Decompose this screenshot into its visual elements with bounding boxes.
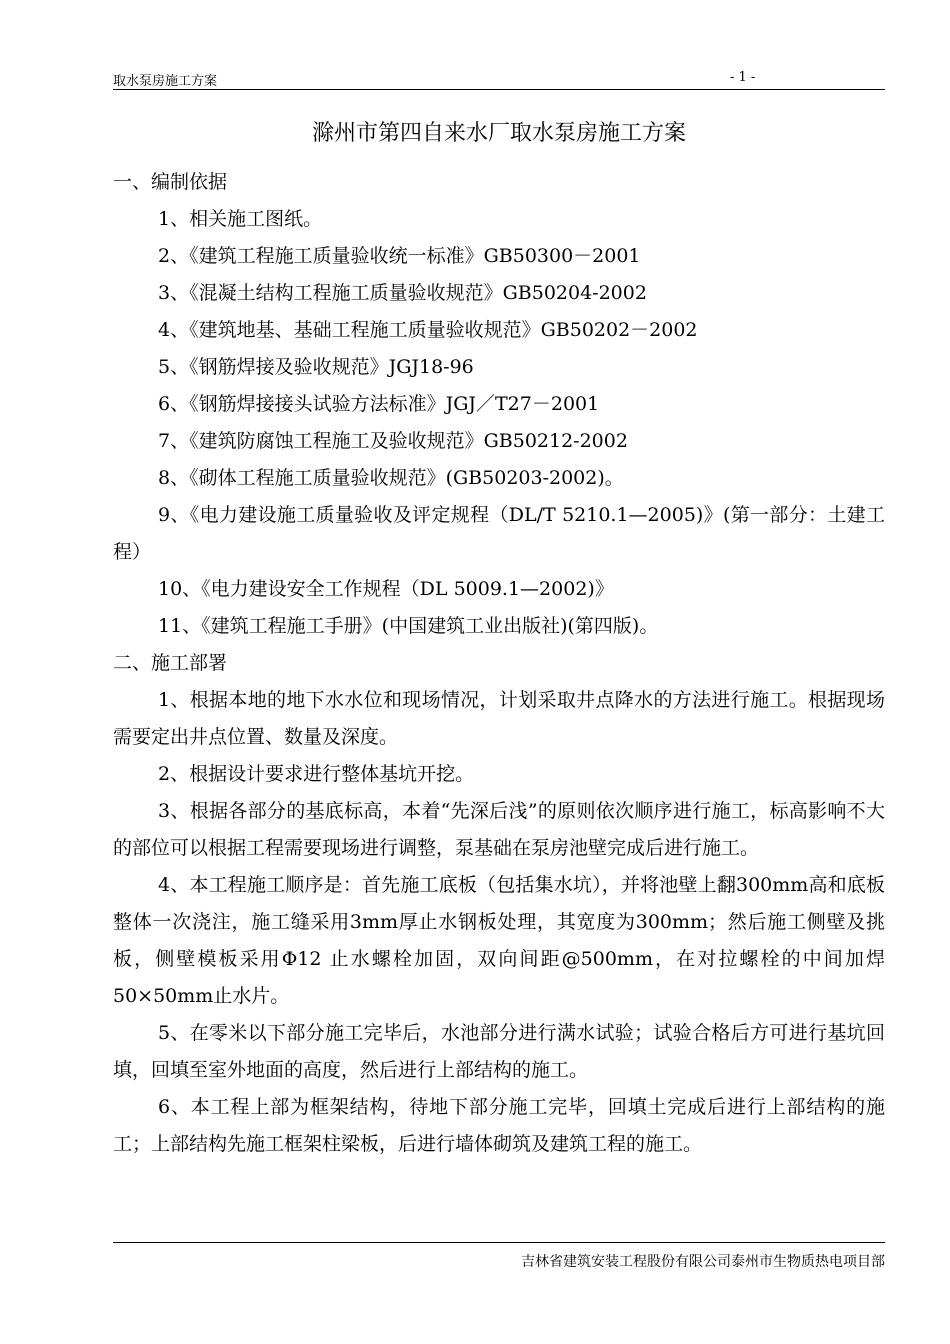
- document-body: [113, 164, 885, 1163]
- deployment-item: 6、本工程上部为框架结构，待地下部分施工完毕，回填土完成后进行上部结构的施工；上部结构先施工框架柱梁板，后进行墙体砌筑及建筑工程的施工。: [113, 1096, 885, 1155]
- header-divider: [113, 89, 885, 90]
- basis-item: 7、《建筑防腐蚀工程施工及验收规范》GB50212-2002: [158, 430, 628, 452]
- footer-divider: [113, 1242, 885, 1243]
- document-title: 滁州市第四自来水厂取水泵房施工方案: [311, 121, 686, 146]
- basis-item: 4、《建筑地基、基础工程施工质量验收规范》GB50202－2002: [158, 319, 698, 341]
- deployment-item: 3、根据各部分的基底标高，本着“先深后浅”的原则依次顺序进行施工，标高影响不大的部位可以根据工程需要现场进行调整，泵基础在泵房池壁完成后进行施工。: [113, 800, 885, 859]
- basis-item: 8、《砌体工程施工质量验收规范》(GB50203-2002)。: [158, 467, 624, 489]
- deployment-item: 2、根据设计要求进行整体基坑开挖。: [158, 763, 475, 785]
- basis-item: 6、《钢筋焊接接头试验方法标准》JGJ／T27－2001: [158, 393, 600, 415]
- header-page-number: - 1 -: [730, 70, 756, 85]
- basis-item: 5、《钢筋焊接及验收规范》JGJ18-96: [158, 356, 474, 378]
- basis-item: 2、《建筑工程施工质量验收统一标准》GB50300－2001: [158, 245, 641, 267]
- section-heading-deployment: 二、施工部署: [113, 652, 228, 674]
- basis-item: 1、相关施工图纸。: [158, 208, 323, 230]
- section-heading-basis: 一、编制依据: [113, 171, 228, 193]
- basis-item: 9、《电力建设施工质量验收及评定规程（DL/T 5210.1—2005)》(第一部分：土建工程）: [113, 504, 885, 563]
- deployment-item: 4、本工程施工顺序是：首先施工底板（包括集水坑），并将池壁上翻300mm高和底板整体一次浇注，施工缝采用3mm厚止水钢板处理，其宽度为300mm；然后施工侧壁及挑板，侧壁模板采用Φ12 止水螺栓加固，双向间距@500mm，在对拉螺栓的中间加焊50×50mm止水片。: [113, 874, 885, 1007]
- deployment-item: 1、根据本地的地下水水位和现场情况，计划采取井点降水的方法进行施工。根据现场需要定出井点位置、数量及深度。: [113, 689, 885, 748]
- header-doc-name: 取水泵房施工方案: [113, 74, 218, 89]
- basis-item: 3、《混凝土结构工程施工质量验收规范》GB50204-2002: [158, 282, 647, 304]
- basis-item: 10、《电力建设安全工作规程（DL 5009.1—2002)》: [158, 578, 614, 600]
- basis-item: 11、《建筑工程施工手册》(中国建筑工业出版社)(第四版)。: [158, 615, 659, 637]
- footer-company: 吉林省建筑安装工程股份有限公司泰州市生物质热电项目部: [521, 1254, 885, 1270]
- deployment-item: 5、在零米以下部分施工完毕后，水池部分进行满水试验；试验合格后方可进行基坑回填，回填至室外地面的高度，然后进行上部结构的施工。: [113, 1022, 885, 1081]
